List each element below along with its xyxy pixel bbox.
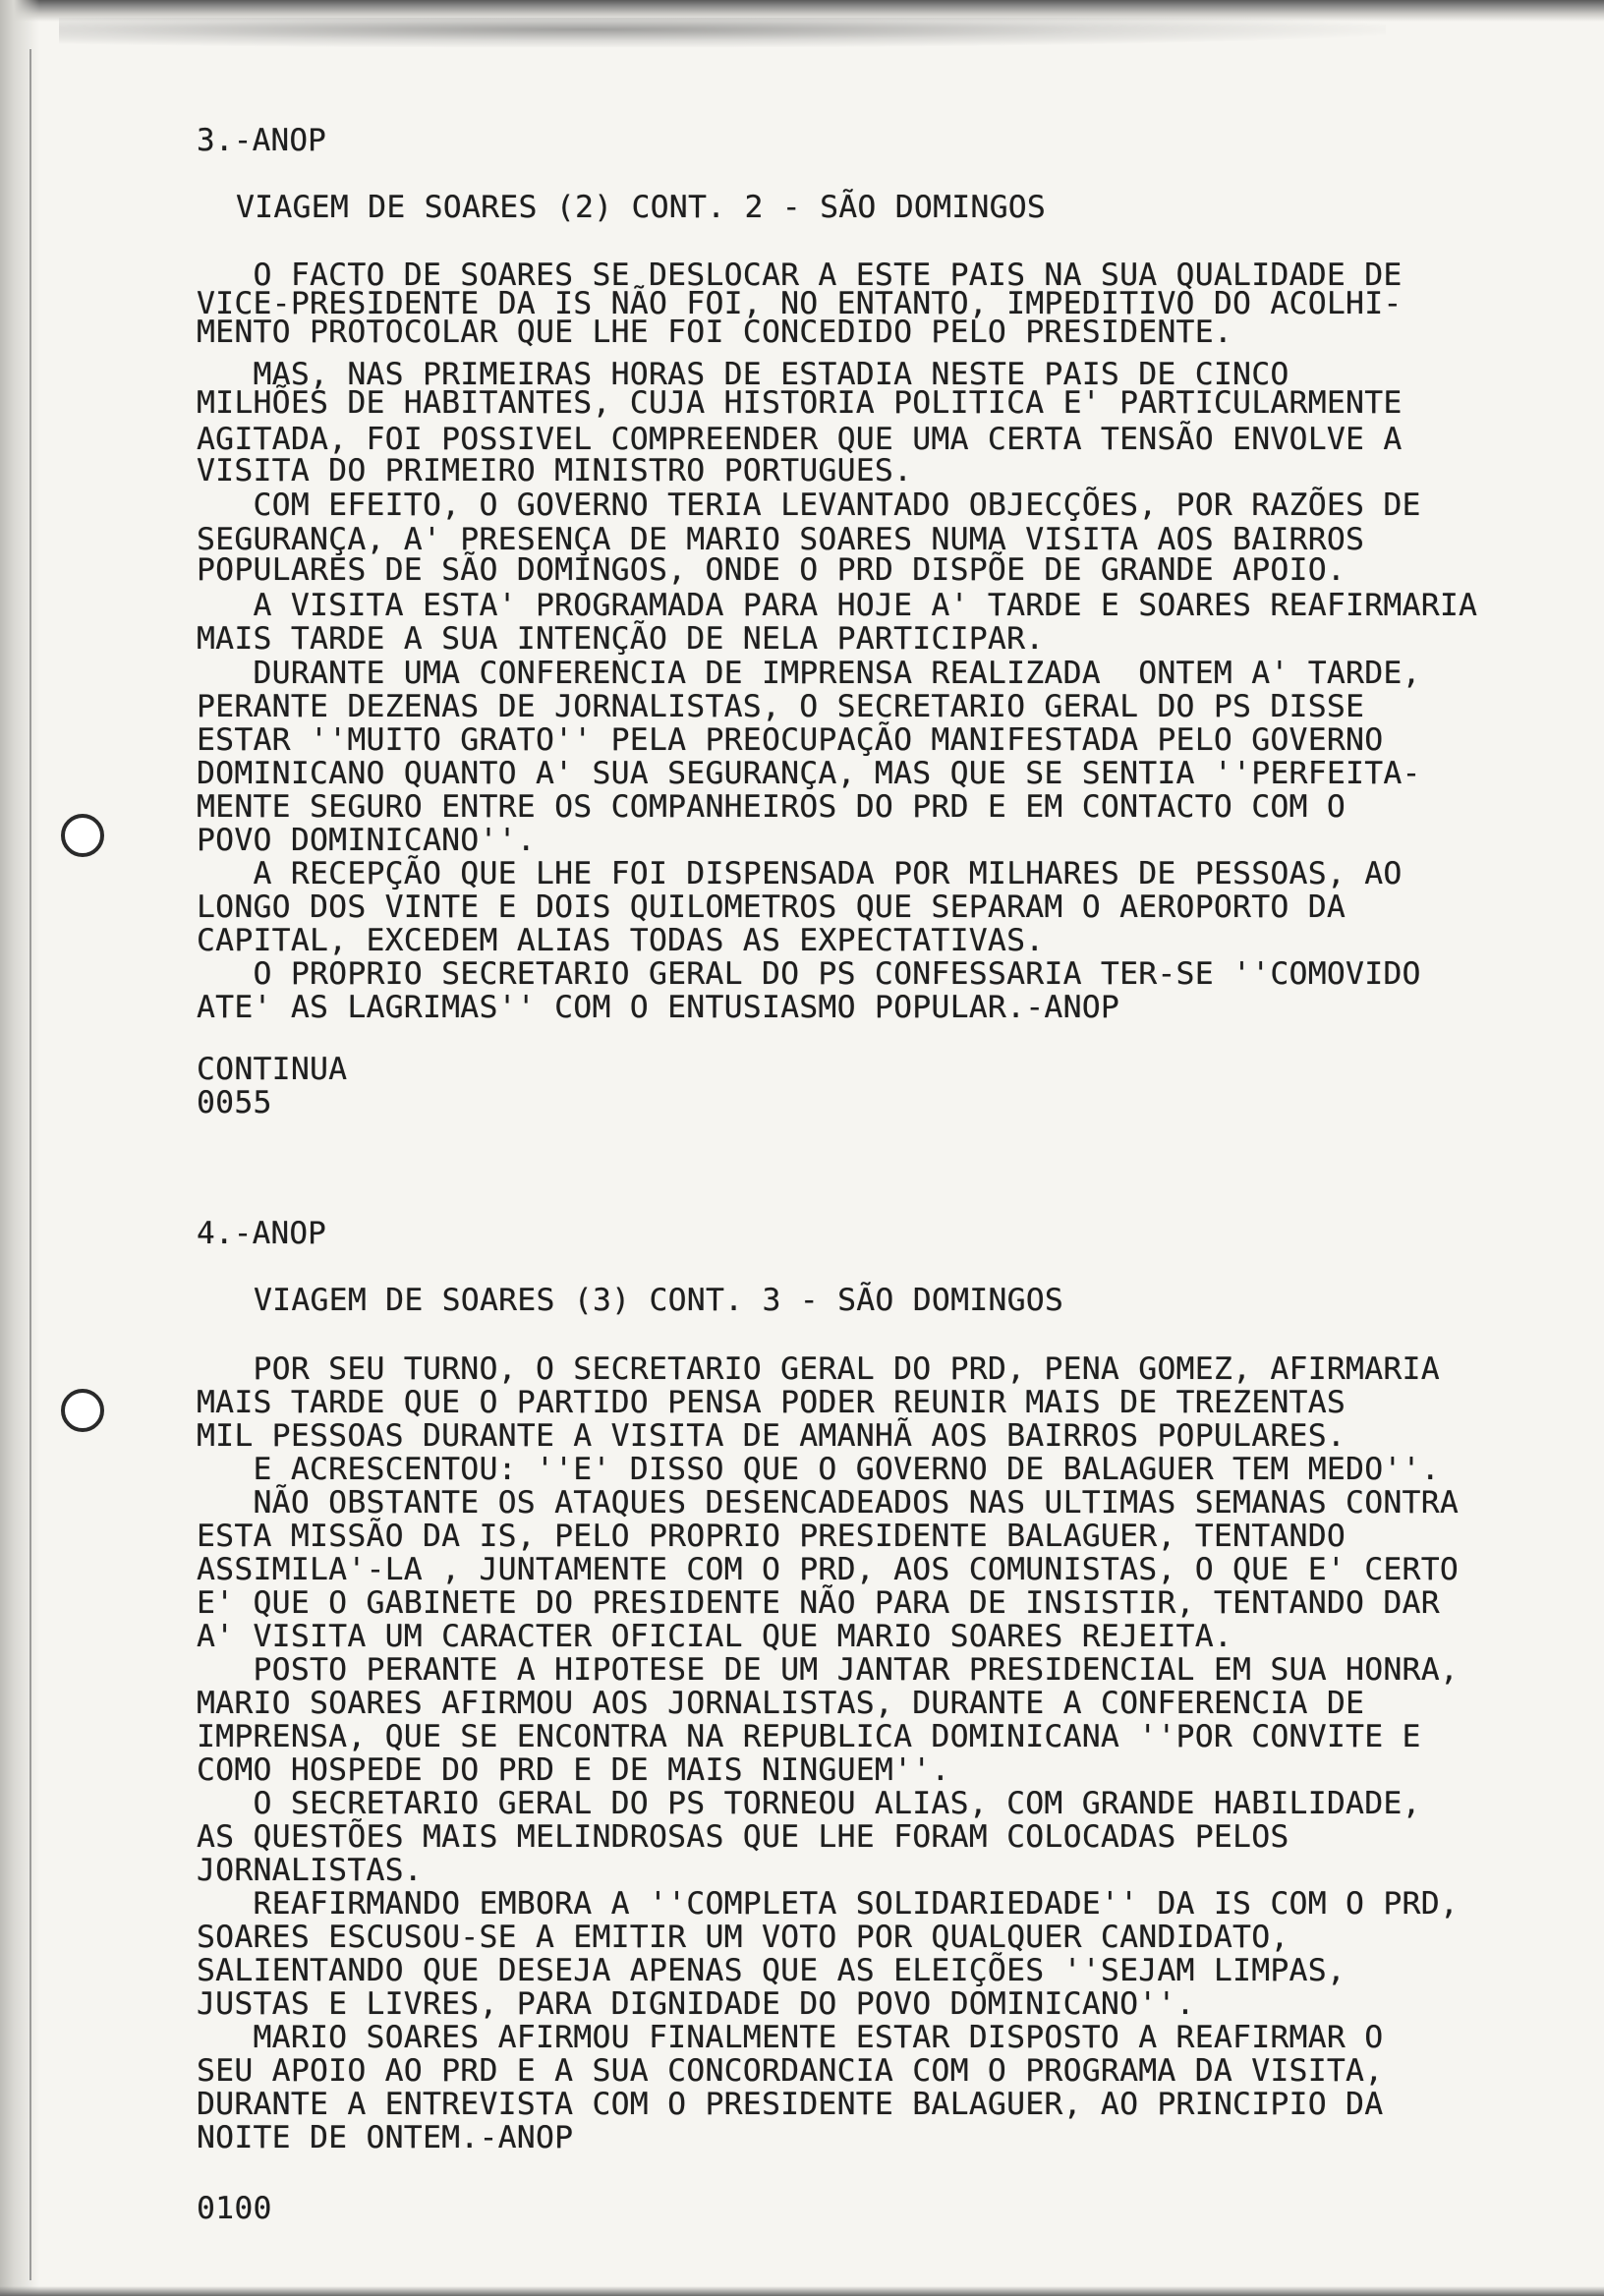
body-line: POPULARES DE SÃO DOMINGOS, ONDE O PRD DISPÕE DE GRANDE APOIO.	[197, 552, 1346, 588]
body-line: SEU APOIO AO PRD E A SUA CONCORDANCIA COM O PROGRAMA DA VISITA,	[197, 2053, 1384, 2089]
body-line: POVO DOMINICANO''.	[197, 823, 536, 858]
body-line: A RECEPÇÃO QUE LHE FOI DISPENSADA POR MILHARES DE PESSOAS, AO	[197, 856, 1403, 891]
body-line: A' VISITA UM CARACTER OFICIAL QUE MARIO SOARES REJEITA.	[197, 1619, 1233, 1654]
body-line: O SECRETARIO GERAL DO PS TORNEOU ALIAS, COM GRANDE HABILIDADE,	[197, 1786, 1421, 1821]
body-line: MENTO PROTOCOLAR QUE LHE FOI CONCEDIDO PELO PRESIDENTE.	[197, 315, 1233, 350]
body-line: NOITE DE ONTEM.-ANOP	[197, 2120, 574, 2155]
story-number: 4.-ANOP	[197, 1216, 327, 1251]
body-line: POR SEU TURNO, O SECRETARIO GERAL DO PRD, PENA GOMEZ, AFIRMARIA	[197, 1351, 1440, 1387]
body-line: VICE-PRESIDENTE DA IS NÃO FOI, NO ENTANTO, IMPEDITIVO DO ACOLHI-	[197, 286, 1403, 321]
body-line: PERANTE DEZENAS DE JORNALISTAS, O SECRETARIO GERAL DO PS DISSE	[197, 689, 1365, 724]
scan-smudge	[59, 18, 1386, 47]
body-line: SALIENTANDO QUE DESEJA APENAS QUE AS ELEIÇÕES ''SEJAM LIMPAS,	[197, 1953, 1346, 1988]
scan-left-edge	[0, 0, 39, 2296]
punch-hole	[61, 814, 104, 857]
body-line: ESTAR ''MUITO GRATO'' PELA PREOCUPAÇÃO MANIFESTADA PELO GOVERNO	[197, 722, 1384, 758]
story-headline: VIAGEM DE SOARES (2) CONT. 2 - SÃO DOMINGOS	[236, 190, 1047, 225]
body-line: O FACTO DE SOARES SE DESLOCAR A ESTE PAIS NA SUA QUALIDADE DE	[197, 258, 1403, 293]
body-line: JUSTAS E LIVRES, PARA DIGNIDADE DO POVO DOMINICANO''.	[197, 1986, 1195, 2022]
story-headline: VIAGEM DE SOARES (3) CONT. 3 - SÃO DOMINGOS	[254, 1283, 1064, 1318]
body-line: SEGURANÇA, A' PRESENÇA DE MARIO SOARES NUMA VISITA AOS BAIRROS	[197, 522, 1365, 557]
body-line: ESTA MISSÃO DA IS, PELO PROPRIO PRESIDENTE BALAGUER, TENTANDO	[197, 1519, 1346, 1554]
body-line: IMPRENSA, QUE SE ENCONTRA NA REPUBLICA DOMINICANA ''POR CONVITE E	[197, 1719, 1421, 1754]
body-line: AGITADA, FOI POSSIVEL COMPREENDER QUE UMA CERTA TENSÃO ENVOLVE A	[197, 422, 1403, 457]
body-line: COM EFEITO, O GOVERNO TERIA LEVANTADO OBJECÇÕES, POR RAZÕES DE	[197, 488, 1421, 523]
body-line: MAS, NAS PRIMEIRAS HORAS DE ESTADIA NESTE PAIS DE CINCO	[197, 357, 1289, 392]
body-line: MIL PESSOAS DURANTE A VISITA DE AMANHÃ AOS BAIRROS POPULARES.	[197, 1418, 1346, 1454]
body-line: ATE' AS LAGRIMAS'' COM O ENTUSIASMO POPULAR.-ANOP	[197, 990, 1120, 1025]
time-stamp: 0100	[197, 2191, 272, 2226]
body-line: MENTE SEGURO ENTRE OS COMPANHEIROS DO PRD E EM CONTACTO COM O	[197, 789, 1346, 825]
body-line: DOMINICANO QUANTO A' SUA SEGURANÇA, MAS QUE SE SENTIA ''PERFEITA-	[197, 756, 1421, 791]
body-line: O PROPRIO SECRETARIO GERAL DO PS CONFESSARIA TER-SE ''COMOVIDO	[197, 956, 1421, 992]
body-line: MARIO SOARES AFIRMOU AOS JORNALISTAS, DURANTE A CONFERENCIA DE	[197, 1686, 1365, 1721]
body-line: AS QUESTÕES MAIS MELINDROSAS QUE LHE FORAM COLOCADAS PELOS	[197, 1819, 1289, 1855]
body-line: CAPITAL, EXCEDEM ALIAS TODAS AS EXPECTATIVAS.	[197, 923, 1045, 958]
body-line: E' QUE O GABINETE DO PRESIDENTE NÃO PARA DE INSISTIR, TENTANDO DAR	[197, 1585, 1440, 1621]
body-line: MILHÕES DE HABITANTES, CUJA HISTORIA POLITICA E' PARTICULARMENTE	[197, 385, 1403, 421]
body-line: DURANTE A ENTREVISTA COM O PRESIDENTE BALAGUER, AO PRINCIPIO DA	[197, 2087, 1384, 2122]
body-line: A VISITA ESTA' PROGRAMADA PARA HOJE A' TARDE E SOARES REAFIRMARIA	[197, 588, 1478, 623]
body-line: POSTO PERANTE A HIPOTESE DE UM JANTAR PRESIDENCIAL EM SUA HONRA,	[197, 1652, 1460, 1688]
body-line: REAFIRMANDO EMBORA A ''COMPLETA SOLIDARIEDADE'' DA IS COM O PRD,	[197, 1886, 1460, 1922]
body-line: MAIS TARDE A SUA INTENÇÃO DE NELA PARTICIPAR.	[197, 621, 1045, 657]
body-line: LONGO DOS VINTE E DOIS QUILOMETROS QUE SEPARAM O AEROPORTO DA	[197, 890, 1346, 925]
body-line: VISITA DO PRIMEIRO MINISTRO PORTUGUES.	[197, 453, 913, 488]
scan-left-line	[29, 49, 31, 2280]
story-number: 3.-ANOP	[197, 123, 327, 158]
body-line: COMO HOSPEDE DO PRD E DE MAIS NINGUEM''.	[197, 1752, 950, 1788]
body-line: NÃO OBSTANTE OS ATAQUES DESENCADEADOS NAS ULTIMAS SEMANAS CONTRA	[197, 1485, 1460, 1521]
body-line: E ACRESCENTOU: ''E' DISSO QUE O GOVERNO DE BALAGUER TEM MEDO''.	[197, 1452, 1440, 1487]
body-line: JORNALISTAS.	[197, 1853, 423, 1888]
punch-hole	[61, 1389, 104, 1432]
body-line: ASSIMILA'-LA , JUNTAMENTE COM O PRD, AOS COMUNISTAS, O QUE E' CERTO	[197, 1552, 1460, 1587]
body-line: MARIO SOARES AFIRMOU FINALMENTE ESTAR DISPOSTO A REAFIRMAR O	[197, 2020, 1384, 2055]
body-line: DURANTE UMA CONFERENCIA DE IMPRENSA REALIZADA ONTEM A' TARDE,	[197, 656, 1421, 691]
scan-bottom-edge	[0, 2286, 1604, 2296]
body-line: SOARES ESCUSOU-SE A EMITIR UM VOTO POR QUALQUER CANDIDATO,	[197, 1920, 1289, 1955]
time-stamp: 0055	[197, 1085, 272, 1120]
body-line: MAIS TARDE QUE O PARTIDO PENSA PODER REUNIR MAIS DE TREZENTAS	[197, 1385, 1346, 1420]
continua-label: CONTINUA	[197, 1052, 348, 1087]
